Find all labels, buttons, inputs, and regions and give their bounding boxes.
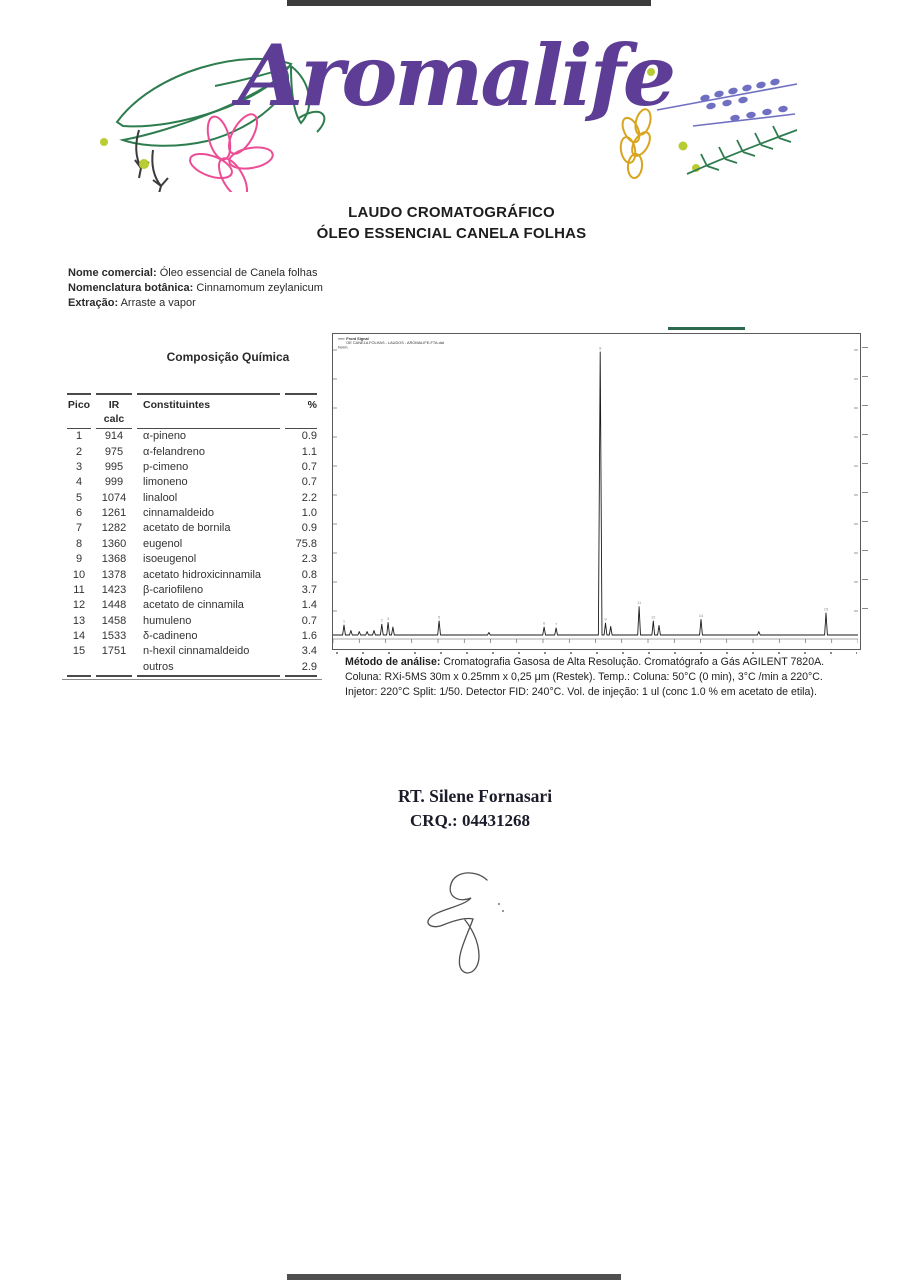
table-row: 15 1751 n-hexil cinnamaldeido 3.4 — [72, 645, 317, 658]
right-axis-tick-labels — [862, 347, 868, 635]
info-line-extracao — [68, 296, 488, 311]
col-header-constituintes: Constituintes — [137, 393, 280, 429]
cloves-illustration — [135, 130, 168, 192]
chromatogram-panel — [332, 333, 861, 650]
info-value: Óleo essencial de Canela folhas — [159, 267, 318, 279]
composition-section — [62, 342, 322, 680]
table-row: 7 1282 acetato de bornila 0.9 — [75, 522, 317, 535]
col-header-pct: % — [285, 393, 317, 429]
report-subtitle: ÓLEO ESSENCIAL CANELA FOLHAS — [316, 225, 587, 242]
table-row: 12 1448 acetato de cinnamila 1.4 — [72, 599, 317, 612]
product-info — [68, 266, 488, 311]
svg-text:3: 3 — [386, 616, 390, 621]
top-edge-scan-artifact — [287, 0, 651, 6]
table-row: 5 1074 linalool 2.2 — [75, 491, 317, 504]
table-row: 3 995 p-cimeno 0.7 — [75, 460, 317, 473]
svg-text:9: 9 — [604, 616, 607, 622]
composition-title: Composição Química — [166, 350, 290, 364]
info-label: Nome comercial: — [68, 267, 157, 279]
analyst-name: RT. Silene Fornasari — [397, 786, 553, 806]
method-line-3: Injetor: 220°C Split: 1/50. Detector FID: 240°C. Vol. de injeção: 1 ul (conc 1.0 % em acetato de etila). — [345, 686, 817, 698]
table-row: 13 1458 humuleno 0.7 — [72, 614, 317, 627]
method-label: Método de análise: — [345, 656, 441, 668]
table-row: 14 1533 δ-cadineno 1.6 — [72, 630, 317, 643]
legend-title: Front Signal — [346, 337, 369, 341]
svg-text:2: 2 — [380, 617, 383, 623]
info-line-nome — [68, 266, 488, 281]
col-header-pico: Pico — [67, 393, 91, 429]
green-marker-line — [668, 327, 745, 330]
bottom-edge-scan-artifact — [287, 1274, 621, 1280]
table-row: 9 1368 isoeugenol 2.3 — [75, 553, 317, 566]
composition-table — [62, 393, 322, 677]
svg-text:14: 14 — [698, 612, 704, 618]
table-row: outros 2.9 — [67, 660, 317, 677]
svg-text:5: 5 — [437, 614, 441, 620]
method-paragraph — [345, 655, 869, 700]
info-value: Cinnamomum zeylanicum — [196, 282, 323, 294]
table-row: 8 1360 eugenol 75.8 — [75, 537, 317, 550]
table-row: 4 999 limoneno 0.7 — [75, 476, 317, 489]
table-row: 10 1378 acetato hidroxicinnamila 0.8 — [72, 568, 317, 581]
svg-text:6: 6 — [542, 620, 546, 626]
composition-table-body — [67, 429, 317, 677]
info-label: Nomenclatura botânica: — [68, 282, 194, 294]
rosemary-branch-illustration — [687, 126, 797, 174]
legend-norm-label: Norm. — [338, 345, 349, 350]
svg-text:15: 15 — [823, 606, 829, 612]
table-row: 11 1423 β-cariofileno 3.7 — [73, 583, 317, 596]
info-line-nomenclatura — [68, 281, 488, 296]
method-line-1: Método de análise: Cromatografia Gasosa de Alta Resolução. Cromatógrafo a Gás AGILENT 7820A. — [345, 656, 825, 668]
svg-text:8: 8 — [599, 345, 602, 351]
info-value: Arraste a vapor — [120, 297, 196, 309]
svg-text:7: 7 — [554, 621, 558, 627]
table-row: 1 914 α-pineno 0.9 — [75, 430, 317, 443]
info-label: Extração: — [68, 297, 119, 309]
svg-text:1: 1 — [342, 618, 346, 624]
brand-wordmark: Aromalife — [238, 26, 674, 125]
table-row: 2 975 α-felandreno 1.1 — [75, 445, 317, 458]
handwritten-signature — [415, 862, 525, 982]
table-row: 6 1261 cinnamaldeido 1.0 — [75, 507, 317, 520]
table-bottom-rule — [62, 679, 322, 680]
analyst-crq: CRQ.: 04431268 — [410, 811, 530, 830]
svg-text:11: 11 — [637, 600, 642, 606]
method-line-2: Coluna: RXi-5MS 30m x 0.25mm x 0,25 μm (Restek). Temp.: Coluna: 50°C (0 min), 3°C /min a 220°C. — [345, 671, 823, 683]
col-header-ir: IR calc — [96, 393, 132, 429]
report-title: LAUDO CROMATOGRÁFICO — [348, 204, 555, 221]
chromatogram-svg — [333, 334, 858, 647]
x-axis-tick-labels — [336, 652, 857, 654]
legend-file: OE CANELA FOLHAS - LAUDOS - AROMALIFE-FTA.dat — [346, 341, 444, 346]
svg-text:12: 12 — [651, 614, 656, 620]
